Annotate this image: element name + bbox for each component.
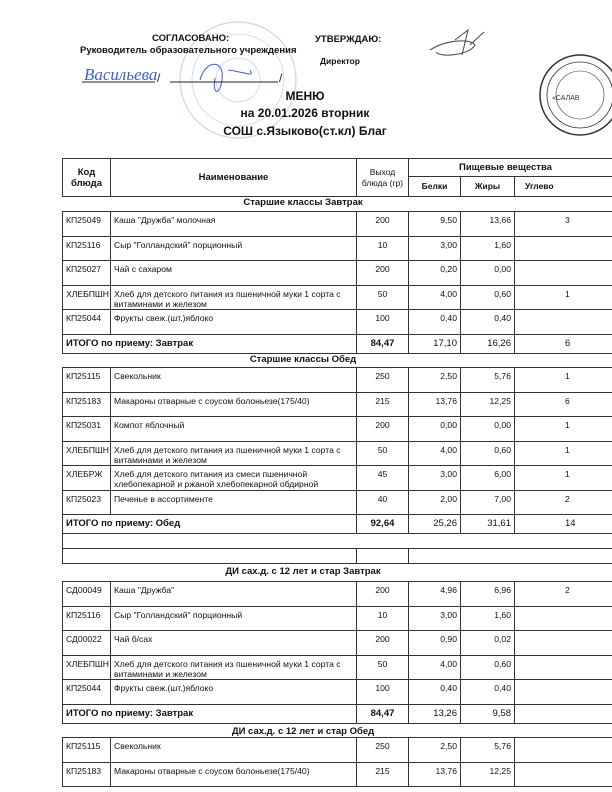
dish-carbs [515, 261, 612, 286]
section-table [62, 211, 612, 354]
dish-output: 10 [357, 606, 409, 631]
dish-code: КП25023 [63, 490, 111, 515]
dish-code: СД00022 [63, 631, 111, 656]
dish-output: 100 [357, 680, 409, 705]
dish-fats: 0,02 [461, 631, 515, 656]
dish-fats: 0,60 [461, 285, 515, 310]
dish-proteins: 2,50 [409, 368, 461, 393]
col-output: Выход блюда (гр) [357, 159, 409, 197]
dish-output: 200 [357, 261, 409, 286]
table-row [63, 417, 612, 442]
dish-name: Печенье в ассортименте [111, 490, 357, 515]
dish-fats: 1,60 [461, 606, 515, 631]
dish-proteins: 0,40 [409, 310, 461, 335]
handwritten-name: Васильева [84, 65, 158, 84]
col-proteins: Белки [409, 177, 461, 197]
dish-code: КП25027 [63, 261, 111, 286]
dish-output: 50 [357, 655, 409, 680]
dish-proteins: 13,76 [409, 392, 461, 417]
total-label: ИТОГО по приему: Обед [63, 515, 357, 534]
dish-name: Сыр "Голландский" порционный [111, 606, 357, 631]
dish-fats: 12,25 [461, 762, 515, 787]
dish-fats: 0,00 [461, 417, 515, 442]
total-output: 92,64 [357, 515, 409, 534]
dish-code: КП25115 [63, 368, 111, 393]
dish-output: 250 [357, 738, 409, 763]
director-signature [430, 30, 484, 55]
dish-output: 200 [357, 417, 409, 442]
table-row [63, 680, 612, 705]
dish-carbs: 1 [515, 285, 612, 310]
table-row [63, 441, 612, 466]
dish-name: Сыр "Голландский" порционный [111, 236, 357, 261]
dish-fats: 0,60 [461, 655, 515, 680]
table-row [63, 392, 612, 417]
dish-code: КП25116 [63, 606, 111, 631]
dish-proteins: 0,40 [409, 680, 461, 705]
total-proteins: 13,26 [409, 704, 461, 723]
table-row [63, 261, 612, 286]
dish-carbs [515, 606, 612, 631]
table-row [63, 285, 612, 310]
dish-carbs: 2 [515, 490, 612, 515]
dish-fats: 12,25 [461, 392, 515, 417]
dish-code: ХЛЕБПШН [63, 285, 111, 310]
dish-proteins: 0,00 [409, 417, 461, 442]
page-title: МЕНЮ [285, 89, 325, 103]
section-title: Старшие классы Завтрак [243, 197, 363, 208]
dish-name: Чай б/сах [111, 631, 357, 656]
dish-fats: 6,96 [461, 582, 515, 607]
dish-fats: 0,40 [461, 680, 515, 705]
dish-name: Хлеб для детского питания из смеси пшеничной хлебопекарной и ржаной хлебопекарной обдирной [111, 466, 357, 491]
dish-fats: 6,00 [461, 466, 515, 491]
section-title: ДИ сах.д. с 12 лет и стар Обед [231, 726, 375, 737]
dish-name: Свекольник [111, 368, 357, 393]
dish-output: 10 [357, 236, 409, 261]
dish-code: КП25116 [63, 236, 111, 261]
col-name: Наименование [111, 159, 357, 197]
dish-output: 200 [357, 582, 409, 607]
dish-proteins: 4,96 [409, 582, 461, 607]
dish-name: Хлеб для детского питания из пшеничной муки 1 сорта с витаминами и железом [111, 441, 357, 466]
dish-code: КП25115 [63, 738, 111, 763]
dish-output: 215 [357, 762, 409, 787]
table-row [63, 582, 612, 607]
dish-name: Свекольник [111, 738, 357, 763]
dish-output: 250 [357, 368, 409, 393]
table-row [63, 368, 612, 393]
section-table [62, 737, 612, 787]
dish-proteins: 0,20 [409, 261, 461, 286]
approved-role: Директор [320, 56, 360, 66]
dish-proteins: 2,50 [409, 738, 461, 763]
dish-output: 100 [357, 310, 409, 335]
dish-carbs [515, 738, 612, 763]
table-row [63, 606, 612, 631]
total-carbs [515, 704, 612, 723]
dish-fats: 5,76 [461, 368, 515, 393]
svg-text:/: / [279, 71, 283, 85]
dish-fats: 1,60 [461, 236, 515, 261]
dish-proteins: 2,00 [409, 490, 461, 515]
blank-row [63, 534, 612, 549]
section-table [62, 367, 612, 564]
dish-carbs [515, 236, 612, 261]
dish-code: ХЛЕБПШН [63, 441, 111, 466]
total-output: 84,47 [357, 704, 409, 723]
dish-code: СД00049 [63, 582, 111, 607]
dish-carbs [515, 655, 612, 680]
dish-carbs: 3 [515, 212, 612, 237]
dish-carbs: 1 [515, 441, 612, 466]
dish-code: КП25044 [63, 310, 111, 335]
table-row [63, 738, 612, 763]
dish-proteins: 4,00 [409, 285, 461, 310]
dish-proteins: 4,00 [409, 441, 461, 466]
dish-fats: 13,66 [461, 212, 515, 237]
total-carbs: 14 [515, 515, 612, 534]
col-fats: Жиры [461, 177, 515, 197]
blue-signature [200, 64, 251, 91]
total-fats: 16,26 [461, 334, 515, 353]
director-round-stamp [540, 55, 612, 135]
dish-name: Фрукты свеж.(шт.)яблоко [111, 680, 357, 705]
dish-name: Хлеб для детского питания из пшеничной муки 1 сорта с витаминами и железом [111, 285, 357, 310]
dish-output: 45 [357, 466, 409, 491]
dish-output: 215 [357, 392, 409, 417]
total-proteins: 17,10 [409, 334, 461, 353]
agreed-label: СОГЛАСОВАНО: [152, 33, 230, 44]
menu-date: на 20.01.2026 вторник [240, 106, 370, 120]
dish-proteins: 4,00 [409, 655, 461, 680]
total-output: 84,47 [357, 334, 409, 353]
dish-code: КП25049 [63, 212, 111, 237]
dish-proteins: 3,00 [409, 236, 461, 261]
col-nutrients: Пищевые вещества [409, 159, 612, 177]
section-title: ДИ сах.д. с 12 лет и стар Завтрак [225, 566, 381, 577]
dish-carbs [515, 310, 612, 335]
dish-fats: 0,00 [461, 261, 515, 286]
blank-row [63, 549, 612, 564]
agreed-role: Руководитель образовательного учреждения [80, 45, 297, 56]
dish-code: КП25044 [63, 680, 111, 705]
total-fats: 9,58 [461, 704, 515, 723]
dish-proteins: 3,00 [409, 466, 461, 491]
dish-output: 50 [357, 285, 409, 310]
dish-proteins: 0,90 [409, 631, 461, 656]
dish-output: 40 [357, 490, 409, 515]
total-label: ИТОГО по приему: Завтрак [63, 704, 357, 723]
dish-proteins: 3,00 [409, 606, 461, 631]
col-code: Код блюда [63, 159, 111, 197]
total-fats: 31,61 [461, 515, 515, 534]
table-header [62, 158, 612, 197]
dish-code: КП25183 [63, 392, 111, 417]
table-row [63, 490, 612, 515]
dish-name: Макароны отварные с соусом болоньезе(175/40) [111, 762, 357, 787]
dish-name: Хлеб для детского питания из пшеничной муки 1 сорта с витаминами и железом [111, 655, 357, 680]
svg-text:«САЛАВ: «САЛАВ [552, 95, 580, 102]
dish-carbs: 1 [515, 368, 612, 393]
dish-name: Фрукты свеж.(шт.)яблоко [111, 310, 357, 335]
dish-proteins: 13,76 [409, 762, 461, 787]
dish-carbs [515, 631, 612, 656]
table-row [63, 212, 612, 237]
dish-carbs: 2 [515, 582, 612, 607]
section-title: Старшие классы Обед [249, 354, 357, 365]
svg-text:/: / [157, 71, 161, 85]
dish-fats: 0,60 [461, 441, 515, 466]
approved-label: УТВЕРЖДАЮ: [315, 34, 382, 45]
total-row [63, 704, 612, 723]
dish-output: 200 [357, 212, 409, 237]
dish-fats: 7,00 [461, 490, 515, 515]
school-name: СОШ с.Языково(ст.кл) Благ [223, 124, 387, 138]
dish-code: КП25183 [63, 762, 111, 787]
dish-carbs [515, 762, 612, 787]
total-proteins: 25,26 [409, 515, 461, 534]
dish-carbs [515, 680, 612, 705]
dish-output: 50 [357, 441, 409, 466]
dish-proteins: 9,50 [409, 212, 461, 237]
table-row [63, 466, 612, 491]
table-row [63, 310, 612, 335]
dish-carbs: 1 [515, 417, 612, 442]
dish-name: Каша "Дружба" молочная [111, 212, 357, 237]
table-row [63, 762, 612, 787]
total-label: ИТОГО по приему: Завтрак [63, 334, 357, 353]
total-row [63, 515, 612, 534]
table-row [63, 631, 612, 656]
dish-name: Макароны отварные с соусом болоньезе(175/40) [111, 392, 357, 417]
dish-fats: 0,40 [461, 310, 515, 335]
table-row [63, 236, 612, 261]
dish-carbs: 1 [515, 466, 612, 491]
dish-fats: 5,76 [461, 738, 515, 763]
dish-name: Компот яблочный [111, 417, 357, 442]
col-carbs: Углево [515, 177, 612, 197]
dish-code: КП25031 [63, 417, 111, 442]
dish-code: ХЛЕБРЖ [63, 466, 111, 491]
dish-code: ХЛЕБПШН [63, 655, 111, 680]
section-table [62, 581, 612, 724]
dish-carbs: 6 [515, 392, 612, 417]
total-carbs: 6 [515, 334, 612, 353]
table-row [63, 655, 612, 680]
dish-name: Чай с сахаром [111, 261, 357, 286]
dish-output: 200 [357, 631, 409, 656]
dish-name: Каша "Дружба" [111, 582, 357, 607]
total-row [63, 334, 612, 353]
